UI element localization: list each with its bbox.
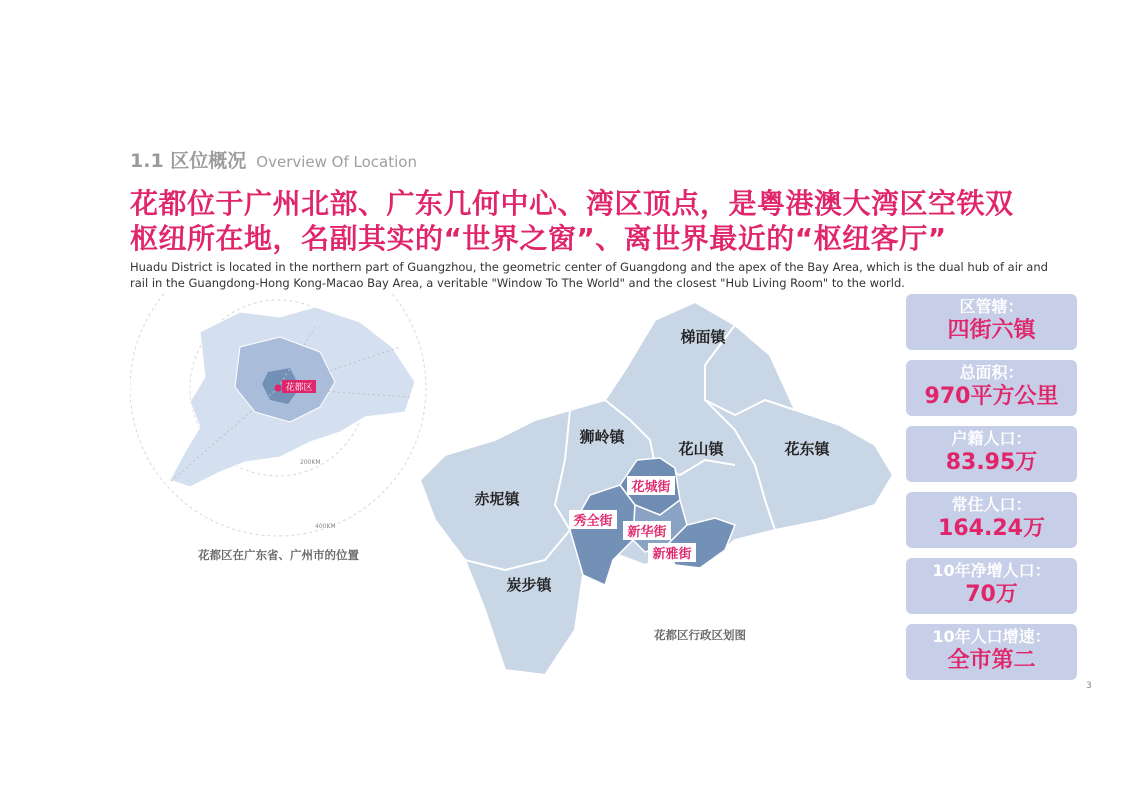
stat-label: 10年人口增速： (932, 627, 1051, 646)
left-map-caption: 花都区在广东省、广州市的位置 (198, 548, 359, 562)
headline (130, 186, 1080, 256)
headline-line-1: 花都位于广州北部、广东几何中心、湾区顶点，是粤港澳大湾区空铁双 (130, 187, 1014, 220)
english-description-line-1: Huadu District is located in the northern part of Guangzhou, the geometric center of Guangdong and the apex of the Bay Area, which is the dual hub of air and (130, 260, 1048, 274)
stat-value: 83.95万 (945, 450, 1038, 475)
street-label-huacheng: 花城街 (631, 480, 671, 495)
guangdong-locator-map (130, 292, 430, 542)
stat-label: 10年净增人口： (932, 561, 1051, 580)
right-map-caption: 花都区行政区划图 (654, 628, 746, 642)
stat-card-population-growth (906, 558, 1077, 614)
stat-card-resident-population (906, 492, 1077, 548)
stat-value: 全市第二 (947, 648, 1036, 673)
town-label-tanbu: 炭步镇 (506, 576, 552, 594)
ring-label-outer: 400KM (315, 523, 336, 530)
headline-line-2: 枢纽所在地，名副其实的“世界之窗”、离世界最近的“枢纽客厅” (130, 222, 947, 255)
stat-label: 户籍人口： (951, 429, 1032, 448)
huadu-map-label: 花都区 (285, 383, 313, 393)
english-description (130, 259, 1075, 291)
town-label-huashan: 花山镇 (678, 440, 724, 458)
stat-value: 四街六镇 (947, 318, 1036, 343)
stat-card-area (906, 360, 1077, 416)
ring-label-inner: 200KM (300, 459, 321, 466)
stat-value: 70万 (965, 582, 1018, 607)
stat-card-jurisdiction (906, 294, 1077, 350)
section-english-title: Overview Of Location (256, 153, 417, 171)
town-label-huadong: 花东镇 (784, 440, 830, 458)
street-label-xiuquan: 秀全街 (573, 514, 613, 529)
section-title: 1.1 区位概况 (130, 150, 247, 172)
huadu-marker (275, 385, 282, 392)
town-label-chini: 赤坭镇 (474, 490, 520, 508)
stat-label: 常住人口： (951, 495, 1032, 514)
stat-label: 区管辖： (959, 297, 1024, 316)
section-header (130, 146, 417, 173)
street-label-xinhua: 新华街 (627, 525, 667, 540)
huadu-district-map (405, 290, 900, 685)
page-number: 3 (1086, 681, 1092, 691)
stat-value: 970平方公里 (924, 384, 1059, 409)
street-label-xinya: 新雅街 (652, 547, 692, 562)
english-description-line-2: rail in the Guangdong-Hong Kong-Macao Bay Area, a veritable "Window To The World" and the closest "Hub Living Room" to the world. (130, 276, 905, 290)
stat-card-registered-population (906, 426, 1077, 482)
stat-value: 164.24万 (938, 516, 1045, 541)
stat-card-growth-rank (906, 624, 1077, 680)
stat-label: 总面积： (959, 363, 1024, 382)
town-label-timian: 梯面镇 (680, 328, 726, 346)
town-label-shiling: 狮岭镇 (579, 428, 625, 446)
